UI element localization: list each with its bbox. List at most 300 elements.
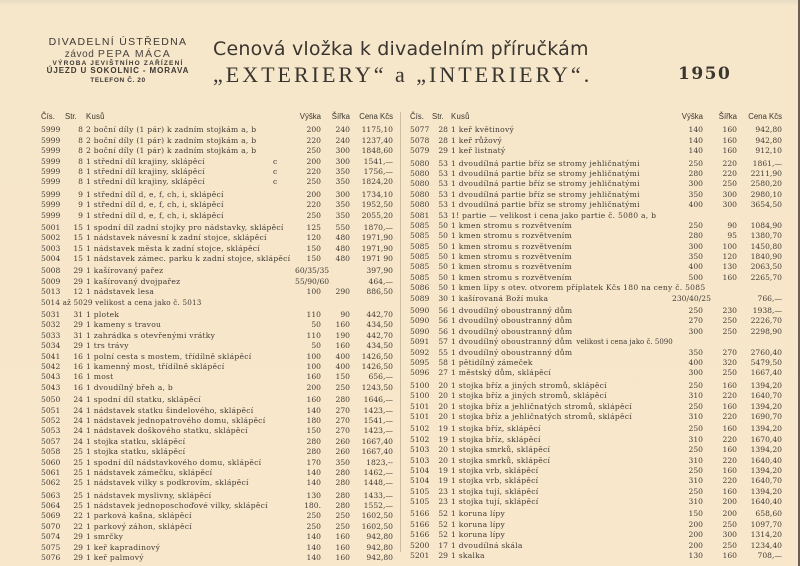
item-number: 5001: [41, 222, 61, 232]
item-number: 5999: [41, 156, 61, 166]
item-description: [451, 358, 533, 368]
item-description: [451, 402, 632, 412]
item-description: [86, 341, 129, 351]
page-number: 53: [438, 189, 448, 199]
item-text: 1 koruna lípy: [451, 509, 506, 519]
page-number: 9: [78, 200, 83, 210]
item-text: 1 dvoudílný břeh a, b: [86, 382, 173, 392]
item-height: 140: [306, 467, 321, 477]
page-number: 20: [438, 380, 448, 390]
page-number: 19: [438, 476, 448, 486]
item-description: [451, 466, 538, 476]
item-dimensions: 230/40/25: [672, 293, 711, 303]
item-number: 5100: [410, 380, 430, 390]
item-number: 5085: [410, 262, 430, 272]
item-description: [86, 320, 161, 330]
item-number: 5096: [410, 368, 430, 378]
item-price: 912,10: [755, 146, 782, 156]
item-number: 5085: [410, 252, 430, 262]
page-number: 29: [73, 542, 83, 552]
item-description: [86, 352, 251, 362]
item-number: 5032: [41, 320, 61, 330]
item-text: 1 dvoudílná skála: [451, 540, 523, 550]
item-description: [86, 190, 224, 200]
item-width: 350: [335, 177, 350, 187]
item-description: [451, 476, 538, 486]
item-price: 1426,50: [361, 361, 393, 371]
page-number: 55: [438, 347, 448, 357]
item-height: 500: [688, 272, 703, 282]
page-number: 25: [73, 447, 83, 457]
item-height: 200: [688, 540, 703, 550]
item-description: [86, 426, 248, 436]
item-text: 1 nádstavek zámečku, sklápěcí: [86, 467, 213, 477]
table-row: [410, 169, 780, 179]
table-row: [41, 200, 393, 210]
item-text: 1 keř kapradinový: [86, 542, 161, 552]
item-text: 1 dvoudílný oboustranný dům: [451, 337, 573, 347]
item-number: 5102: [410, 424, 430, 434]
item-price: 1870,—: [363, 222, 393, 232]
item-price: 942,80: [366, 532, 393, 542]
item-number: 5075: [41, 542, 61, 552]
table-row: [41, 447, 393, 457]
item-number: 5042: [41, 361, 61, 371]
item-number: 5080: [410, 158, 430, 168]
item-height: 280: [688, 231, 703, 241]
item-description: [451, 509, 505, 519]
item-price: 1175,10: [361, 125, 393, 135]
item-height: 200: [688, 519, 703, 529]
item-height: 300: [688, 368, 703, 378]
table-row: [410, 402, 780, 412]
item-height: 150: [306, 243, 321, 253]
item-height: 300: [688, 241, 703, 251]
item-number: 5091: [410, 337, 430, 347]
company-address: ÚJEZD U SOKOLNIC - MORAVA: [46, 66, 190, 76]
table-row: [410, 520, 780, 530]
page-number: 20: [438, 401, 448, 411]
item-height: 400: [688, 200, 703, 210]
item-height: 50: [311, 320, 321, 330]
table-row: [41, 223, 393, 233]
item-price: 656,—: [368, 372, 393, 382]
page-number: 20: [438, 445, 448, 455]
item-height: 200: [688, 530, 703, 540]
item-description: [86, 146, 256, 156]
page-number: 29: [73, 532, 83, 542]
item-description: [86, 177, 205, 187]
item-height: 140: [688, 146, 703, 156]
table-row: [410, 551, 780, 561]
item-height: 180: [306, 415, 321, 425]
item-text: 1 nádstavek statku šindelového, sklápěcí: [86, 405, 254, 415]
company-letterhead: [40, 37, 196, 84]
item-price: 1848,60: [361, 146, 393, 156]
page-number: 50: [438, 272, 448, 282]
item-number: 5092: [410, 347, 430, 357]
price-table-right: [410, 112, 780, 561]
item-number: 5086: [410, 283, 430, 293]
table-row: [410, 242, 780, 252]
item-variant: c: [273, 166, 278, 176]
page-number: 24: [73, 426, 83, 436]
item-text: 1 polní cesta s mostem, třídílně sklápěcí: [86, 351, 252, 361]
item-width: 150: [335, 372, 350, 382]
item-number: 5060: [41, 457, 61, 467]
item-number: 5105: [410, 497, 430, 507]
table-row: [41, 244, 393, 254]
item-price: 434,50: [366, 341, 393, 351]
item-description: [86, 416, 265, 426]
item-text: 1 stojka tují, sklápěcí: [451, 497, 539, 507]
item-width: 160: [335, 320, 350, 330]
item-price: 2055,20: [361, 210, 393, 220]
page-number: 16: [73, 361, 83, 371]
item-description: [451, 487, 538, 497]
item-text: 1 dvoudílný oboustranný dům: [451, 326, 573, 336]
item-price: 1394,20: [750, 465, 782, 475]
table-row: [41, 157, 393, 167]
page-number: 29: [73, 553, 83, 563]
item-description: [451, 294, 548, 304]
item-width: 250: [335, 382, 350, 392]
item-price: 766,—: [757, 293, 782, 303]
table-row: [41, 352, 393, 362]
item-price: 2760,40: [750, 347, 782, 357]
item-price: 1423,—: [363, 426, 393, 436]
table-row: [41, 416, 393, 426]
item-text: 1 kmen stromu s rozvětvením: [451, 231, 572, 241]
item-text: 2 boční díly (1 pár) k zadním stojkám a, b: [86, 146, 257, 156]
item-number: 5034: [41, 341, 61, 351]
item-width: 160: [722, 146, 737, 156]
item-description: [86, 395, 201, 405]
page-number: 29: [73, 276, 83, 286]
page-number: 53: [438, 158, 448, 168]
item-width: 550: [335, 222, 350, 232]
table-row: [41, 136, 393, 146]
table-row: [41, 190, 393, 200]
item-width: 160: [335, 341, 350, 351]
item-number: 5064: [41, 501, 61, 511]
item-price: 1394,20: [750, 445, 782, 455]
item-width: 160: [722, 465, 737, 475]
item-height: 160: [306, 395, 321, 405]
item-text: 1 stojka bříz a jiných stromů, sklápěcí: [451, 380, 607, 390]
item-text: 1 nádstavek města k zadní stojce, sklápěcí: [86, 243, 260, 253]
item-price: 1640,70: [750, 391, 782, 401]
item-description: [451, 368, 551, 378]
item-height: 250: [688, 220, 703, 230]
page-number: 8: [78, 177, 83, 187]
item-price: 1097,70: [750, 519, 782, 529]
item-text: 1 kašírovaný pařez: [86, 266, 164, 276]
item-number: 5166: [410, 509, 430, 519]
item-description: [86, 511, 192, 521]
table-row: [410, 283, 780, 293]
item-height: 270: [688, 316, 703, 326]
company-product: VÝROBA JEVIŠTNÍHO ZAŘÍZENÍ: [52, 60, 184, 68]
page-number: 23: [438, 486, 448, 496]
table-header: [41, 112, 393, 122]
table-row: [410, 456, 780, 466]
item-text: 1! partie — velikost i cena jako partie č. 5080 a, b: [451, 210, 657, 220]
item-number: 5102: [410, 434, 430, 444]
item-text: 1 střední díl d, e, f, ch, i, sklápěcí: [86, 210, 224, 220]
item-price: 1824,20: [361, 177, 393, 187]
row-note: 5014 až 5029 velikost a cena jako č. 5013: [41, 297, 202, 307]
item-width: 240: [335, 135, 350, 145]
item-description: [451, 551, 485, 561]
item-text: 1 parková kašna, sklápěcí: [86, 511, 192, 521]
item-text: 1 kamenný most, třídílně sklápěcí: [86, 361, 225, 371]
document-subtitle: „EXTERIERY“ a „INTERIERY“.: [213, 62, 593, 87]
item-text: 1 střední díl d, e, f, ch, i, sklápěcí: [86, 200, 224, 210]
item-price: 2580,20: [750, 179, 782, 189]
item-text: 1 zahrádka s otevřenými vrátky: [86, 330, 216, 340]
item-number: 5100: [410, 391, 430, 401]
item-description: [451, 179, 640, 189]
item-text: 1 nádstavek lesa: [86, 287, 155, 297]
item-price: 1433,—: [363, 490, 393, 500]
item-width: 270: [722, 347, 737, 357]
page-number: 8: [78, 156, 83, 166]
column-header-price: Cena Kčs: [359, 112, 393, 121]
item-description: [86, 532, 123, 542]
item-text: 1 pětidílný zámeček: [451, 357, 533, 367]
item-description: [86, 447, 185, 457]
document-title: Cenová vložka k divadelním příručkám: [213, 38, 589, 60]
table-row: [41, 501, 393, 511]
item-description: [451, 242, 572, 252]
table-row: [41, 211, 393, 221]
item-text: 1 keř palmový: [86, 553, 144, 563]
item-height: 130: [688, 551, 703, 561]
item-text: 1 dvoudílný oboustranný dům: [451, 316, 573, 326]
item-text: 1 spodní díl nádstavkového domu, sklápěcí: [86, 457, 262, 467]
item-text: 1 nádstavek zámec. parku k zadní stojce, sklápěcí: [86, 254, 291, 264]
item-text: 1 stojka bříz, sklápěcí: [451, 434, 541, 444]
item-price: 1448,—: [363, 478, 393, 488]
item-height: 350: [688, 347, 703, 357]
item-width: 220: [722, 168, 737, 178]
item-price: 1314,20: [750, 530, 782, 540]
item-description: [451, 211, 656, 221]
item-number: 5999: [41, 125, 61, 135]
page-number: 9: [78, 210, 83, 220]
item-height: 220: [306, 166, 321, 176]
item-price: 1450,80: [750, 241, 782, 251]
item-height: 140: [306, 478, 321, 488]
item-text: 1 nádstavek doškového statku, sklápěcí: [86, 426, 248, 436]
table-row: [410, 294, 780, 304]
page-number: 24: [73, 395, 83, 405]
page-number: 52: [438, 519, 448, 529]
item-number: 5105: [410, 486, 430, 496]
item-width: 250: [722, 179, 737, 189]
item-text: 1 stojka smrků, sklápěcí: [451, 445, 551, 455]
item-description: [451, 200, 640, 210]
item-width: 160: [722, 135, 737, 145]
column-header-height: Výška: [299, 112, 321, 121]
page-number: 50: [438, 283, 448, 293]
page-number: 29: [73, 341, 83, 351]
item-price: 942,80: [366, 553, 393, 563]
item-number: 5103: [410, 445, 430, 455]
item-price: 1690,70: [750, 411, 782, 421]
item-height: 200: [306, 125, 321, 135]
item-price: 442,70: [366, 330, 393, 340]
page-number: 53: [438, 210, 448, 220]
item-height: 250: [688, 158, 703, 168]
table-row: [41, 277, 393, 287]
item-text: 1 kmen stromu s rozvětvením: [451, 220, 572, 230]
page-number: 28: [438, 135, 448, 145]
item-number: 5009: [41, 276, 61, 286]
page-number: 12: [73, 287, 83, 297]
item-description: [86, 458, 261, 468]
item-width: 350: [335, 457, 350, 467]
item-text: 1 plotek: [86, 310, 120, 320]
item-description: [86, 522, 192, 532]
item-height: 110: [306, 330, 321, 340]
page-number: 27: [438, 368, 448, 378]
plant-prefix: závod: [64, 48, 95, 60]
table-row: [41, 395, 393, 405]
table-row: [410, 381, 780, 391]
item-text: 1 dvoudílný oboustranný dům: [451, 306, 573, 316]
item-height: 220: [306, 200, 321, 210]
table-row: [410, 190, 780, 200]
table-row: [410, 541, 780, 551]
item-price: 397,90: [366, 266, 393, 276]
item-width: 130: [722, 262, 737, 272]
item-width: 280: [335, 467, 350, 477]
item-height: 250: [688, 401, 703, 411]
page-number: 50: [438, 262, 448, 272]
item-description: [451, 412, 632, 422]
item-price: 1971,90: [361, 233, 393, 243]
item-description: [451, 146, 505, 156]
item-dimensions: 60/35/35: [295, 266, 330, 276]
item-width: 250: [722, 540, 737, 550]
item-height: 250: [306, 511, 321, 521]
item-width: 90: [340, 310, 350, 320]
item-price: 1938,—: [752, 306, 782, 316]
item-number: 5041: [41, 351, 61, 361]
item-number: 5085: [410, 231, 430, 241]
table-row: [41, 310, 393, 320]
item-text: 1 spodní díl statku, sklápěcí: [86, 395, 201, 405]
item-width: 160: [722, 401, 737, 411]
item-width: 220: [722, 434, 737, 444]
item-description: [86, 254, 290, 264]
item-number: 5033: [41, 330, 61, 340]
page-number: 22: [73, 521, 83, 531]
table-row: [41, 125, 393, 135]
page-number: 25: [73, 490, 83, 500]
item-number: 5103: [410, 455, 430, 465]
item-text: 1 smrčky: [86, 532, 124, 542]
item-height: 250: [688, 424, 703, 434]
item-text: 1 dvoudílná partie bříz se stromy jehličnatými: [451, 179, 640, 189]
item-text: 1 nádstavek návesní k zadní stojce, sklápěcí: [86, 233, 267, 243]
table-row: [410, 252, 780, 262]
item-description: [451, 221, 572, 231]
page-number: 25: [73, 501, 83, 511]
item-height: 110: [306, 310, 321, 320]
item-number: 5069: [41, 511, 61, 521]
table-row: [410, 530, 780, 540]
item-price: 1952,50: [361, 200, 393, 210]
item-height: 200: [306, 382, 321, 392]
item-height: 250: [306, 177, 321, 187]
page-number: 52: [438, 530, 448, 540]
item-text: 1 stojka statku, sklápěcí: [86, 447, 186, 457]
item-width: 270: [335, 405, 350, 415]
item-width: 100: [722, 241, 737, 251]
item-description: [451, 125, 514, 135]
item-width: 280: [335, 501, 350, 511]
item-number: 5057: [41, 436, 61, 446]
item-number: 5050: [41, 395, 61, 405]
page-number: 56: [438, 326, 448, 336]
item-description: [86, 310, 119, 320]
item-height: 140: [306, 553, 321, 563]
item-text: 1 kameny s travou: [86, 320, 162, 330]
item-price: 1602,50: [361, 521, 393, 531]
page-number: 8: [78, 135, 83, 145]
item-price: 1670,40: [750, 434, 782, 444]
item-number: 5999: [41, 166, 61, 176]
item-width: 160: [722, 272, 737, 282]
item-description: [86, 501, 268, 511]
item-text: 1 most: [86, 372, 114, 382]
page-number: 8: [78, 166, 83, 176]
item-text: 1 dvoudílná partie bříz se stromy jehličnatými: [451, 189, 640, 199]
item-description: [86, 372, 113, 382]
column-header-height: Výška: [681, 112, 703, 121]
item-price: 1084,90: [750, 220, 782, 230]
column-header-page: Str.: [432, 112, 444, 121]
item-text: 1 stojka tují, sklápěcí: [451, 486, 539, 496]
item-height: 300: [688, 326, 703, 336]
page-number: 29: [73, 266, 83, 276]
item-text: 1 parkový záhon, sklápěcí: [86, 521, 192, 531]
page-number: 29: [438, 551, 448, 561]
item-description: [451, 391, 607, 401]
item-number: 5999: [41, 146, 61, 156]
table-row: [41, 406, 393, 416]
table-row: [41, 511, 393, 521]
item-price: 708,—: [757, 551, 782, 561]
item-text: 1 trs trávy: [86, 341, 129, 351]
item-height: 125: [306, 222, 321, 232]
page-number: 24: [73, 436, 83, 446]
table-row: [410, 146, 780, 156]
item-height: 140: [306, 405, 321, 415]
table-row: [410, 487, 780, 497]
item-price: 1734,10: [361, 189, 393, 199]
company-owner-line: [40, 49, 196, 61]
item-description: [86, 277, 180, 287]
item-number: 5070: [41, 521, 61, 531]
item-number: 5166: [410, 530, 430, 540]
item-height: 160: [306, 372, 321, 382]
item-description: [451, 445, 550, 455]
item-price: 5479,50: [750, 357, 782, 367]
